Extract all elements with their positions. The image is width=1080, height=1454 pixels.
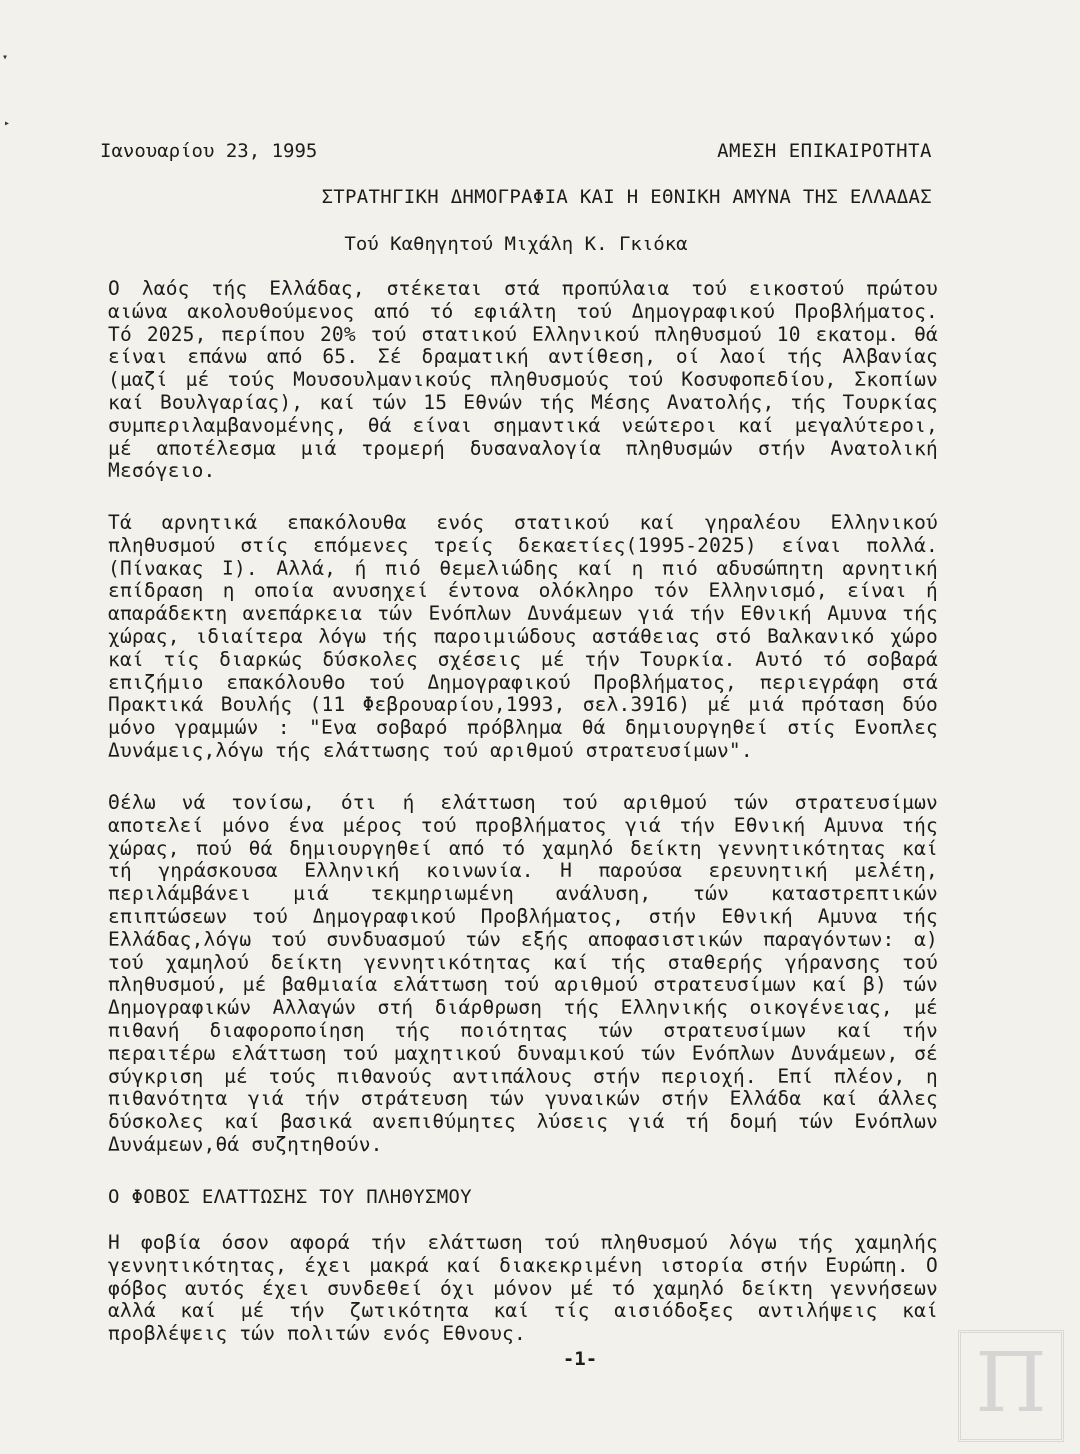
paragraph-2 xyxy=(108,512,938,763)
text-line: προβλέψεις τών πολιτών ενός Εθνους. xyxy=(108,1322,526,1346)
author-line: Τού Καθηγητού Μιχάλη Κ. Γκιόκα xyxy=(344,233,688,255)
paragraph-1 xyxy=(108,278,938,483)
text-line: Δυνάμεων,θά συζητηθούν. xyxy=(108,1132,383,1156)
page-number: -1- xyxy=(562,1348,598,1370)
text-line: χώρας, πού θά δημιουργηθεί από τό χαμηλό δείκτη γεννητικότητας καί xyxy=(108,836,938,860)
text-line: αιώνα ακολουθούμενος από τό εφιάλτη τού Δημογραφικού Προβλήματος. xyxy=(108,299,938,323)
text-line: επιζήμιο επακόλουθο τού Δημογραφικού Προβλήματος, περιεγράφη στά xyxy=(108,670,938,694)
text-line: Τά αρνητικά επακόλουθα ενός στατικού καί γηραλέου Ελληνικού xyxy=(108,511,938,534)
text-line: τού χαμηλού δείκτη γεννητικότητας καί τής σταθερής γήρανσης τού xyxy=(108,950,938,974)
text-line: αλλά καί μέ τήν ζωτικότητα καί τίς αισιόδοξες αντιλήψεις καί xyxy=(108,1299,938,1323)
text-line: Θέλω νά τονίσω, ότι ή ελάττωση τού αριθμού τών στρατευσίμων xyxy=(108,791,938,814)
section-heading: Ο ΦΟΒΟΣ ΕΛΑΤΤΩΣΗΣ ΤΟΥ ΠΛΗΘΥΣΜΟΥ xyxy=(108,1186,472,1208)
text-line: είναι επάνω από 65. Σέ δραματική αντίθεση, οί λαοί τής Αλβανίας xyxy=(108,345,938,369)
text-line: Δημογραφικών Αλλαγών στή διάρθρωση τής Ελληνικής οικογένειας, μέ xyxy=(108,996,938,1020)
text-line: πληθυσμού, μέ βαθμιαία ελάττωση τού αριθμού στρατευσίμων καί β) τών xyxy=(108,973,938,997)
text-line: πιθανότητα γιά τήν στράτευση τών γυναικών στήν Ελλάδα καί άλλες xyxy=(108,1087,938,1111)
paragraph-3 xyxy=(108,792,938,1157)
text-line: χώρας, ιδιαίτερα λόγω τής παροιμιώδους αστάθειας στό Βαλκανικό χώρο xyxy=(108,624,938,648)
text-line: σύγκριση μέ τούς πιθανούς αντιπάλους στήν περιοχή. Επί πλέον, η xyxy=(108,1064,938,1088)
text-line: επιπτώσεων τού Δημογραφικού Προβλήματος, στήν Εθνική Αμυνα τής xyxy=(108,904,938,928)
text-line: περαιτέρω ελάττωση τού μαχητικού δυναμικού τών Ενόπλων Δυνάμεων, σέ xyxy=(108,1041,938,1065)
text-line: μέ αποτέλεσμα μιά τρομερή δυσαναλογία πληθυσμών στήν Ανατολική xyxy=(108,436,938,460)
text-line: Τό 2025, περίπου 20% τού στατικού Ελληνικού πληθυσμού 10 εκατομ. θά xyxy=(108,322,938,346)
text-line: Μεσόγειο. xyxy=(108,459,216,483)
text-line: μόνο γραμμών : "Ενα σοβαρό πρόβλημα θά δημιουργηθεί στίς Ενοπλες xyxy=(108,716,938,740)
text-line: (Πίνακας Ι). Αλλά, ή πιό θεμελιώδης καί η πιό αδυσώπητη αρνητική xyxy=(108,556,938,580)
text-line: Δυνάμεις,λόγω τής ελάττωσης τού αριθμού στρατευσίμων". xyxy=(108,738,753,762)
text-line: Ο λαός τής Ελλάδας, στέκεται στά προπύλαια τού εικοστού πρώτου xyxy=(108,277,938,300)
text-line: επίδραση η οποία ανυσηχεί έντονα ολόκληρο τόν Ελληνισμό, είναι ή xyxy=(108,579,938,603)
document-date: Ιανουαρίου 23, 1995 xyxy=(100,140,318,162)
text-line: πιθανή διαφοροποίηση τής ποιότητας τών στρατευσίμων καί τήν xyxy=(108,1018,938,1042)
text-line: Ελλάδας,λόγω τού συνδυασμού τών εξής αποφασιστικών παραγόντων: α) xyxy=(108,927,938,951)
text-line: πληθυσμού στίς επόμενες τρείς δεκαετίες(1995-2025) είναι πολλά. xyxy=(108,533,938,557)
institution-monogram-icon: Π xyxy=(958,1330,1064,1442)
text-line: καί Βουλγαρίας), καί τών 15 Εθνών τής Μέσης Ανατολής, τής Τουρκίας xyxy=(108,390,938,414)
urgency-label: ΑΜΕΣΗ ΕΠΙΚΑΙΡΟΤΗΤΑ xyxy=(717,140,932,162)
text-line: συμπεριλαμβανομένης, θά είναι σημαντικά νεώτεροι καί μεγαλύτεροι, xyxy=(108,413,938,437)
text-line: περιλάμβάνει μιά τεκμηριωμένη ανάλυση, τών καταστρεπτικών xyxy=(108,882,938,906)
text-line: απαράδεκτη ανεπάρκεια τών Ενόπλων Δυνάμεων γιά τήν Εθνική Αμυνα τής xyxy=(108,602,938,626)
document-title: ΣΤΡΑΤΗΓΙΚΗ ΔΗΜΟΓΡΑΦΙΑ ΚΑΙ Η ΕΘΝΙΚΗ ΑΜΥΝΑ ΤΗΣ ΕΛΛΑΔΑΣ xyxy=(321,186,932,208)
text-line: δύσκολες καί βασικά ανεπιθύμητες λύσεις γιά τή δομή τών Ενόπλων xyxy=(108,1110,938,1134)
letter-header xyxy=(100,140,932,168)
text-line: (μαζί μέ τούς Μουσουλμανικούς πληθυσμούς τού Κοσυφοπεδίου, Σκοπίων xyxy=(108,368,938,392)
scan-mark-icon: ▾ xyxy=(2,52,9,63)
text-line: καί τίς διαρκώς δύσκολες σχέσεις μέ τήν Τουρκία. Αυτό τό σοβαρά xyxy=(108,647,938,671)
text-line: Η φοβία όσον αφορά τήν ελάττωση τού πληθυσμού λόγω τής χαμηλής xyxy=(108,1231,938,1254)
paragraph-4 xyxy=(108,1232,938,1346)
scan-mark-icon: ▸ xyxy=(4,118,11,129)
text-line: γεννητικότητας, έχει μακρά καί διακεκριμένη ιστορία στήν Ευρώπη. Ο xyxy=(108,1253,938,1277)
text-line: τή γηράσκουσα Ελληνική κοινωνία. Η παρούσα ερευνητική μελέτη, xyxy=(108,859,938,883)
text-line: φόβος αυτός έχει συνδεθεί όχι μόνον μέ τό χαμηλό δείκτη γεννήσεων xyxy=(108,1276,938,1300)
text-line: Πρακτικά Βουλής (11 Φεβρουαρίου,1993, σελ.3916) μέ μιά πρόταση δύο xyxy=(108,693,938,717)
text-line: αποτελεί μόνο ένα μέρος τού προβλήματος γιά τήν Εθνική Αμυνα τής xyxy=(108,813,938,837)
